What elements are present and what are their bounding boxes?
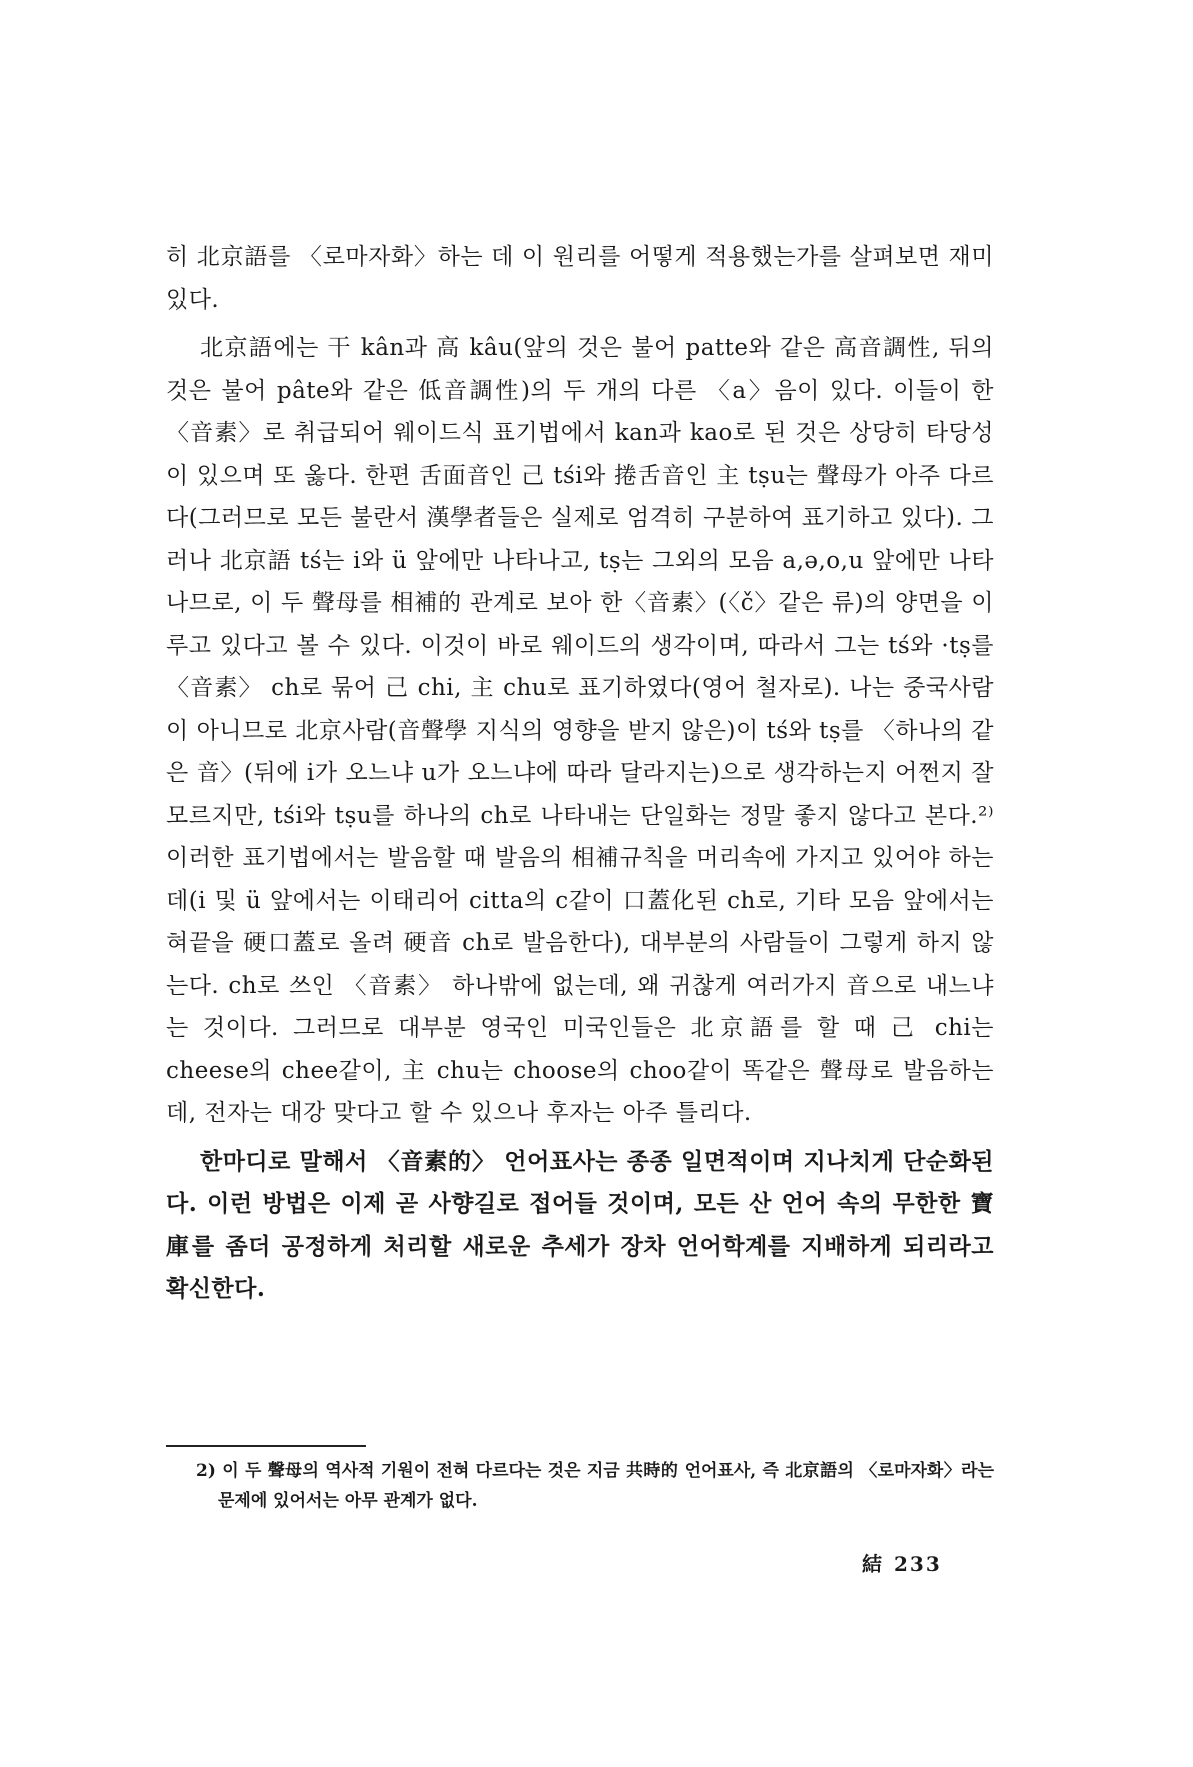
footnote-text: 이 두 聲母의 역사적 기원이 전혀 다르다는 것은 지금 共時的 언어표사, 즉 北京語의 〈로마자화〉라는 문제에 있어서는 아무 관계가 없다. xyxy=(218,1461,994,1511)
page-folio xyxy=(862,1548,952,1577)
page-number: 233 xyxy=(894,1552,942,1576)
section-label: 結 xyxy=(862,1552,884,1576)
footnote xyxy=(196,1456,994,1516)
body-text xyxy=(166,236,994,1311)
paragraph-2: 北京語에는 干 kân과 高 kâu(앞의 것은 불어 patte와 같은 高音調性, 뒤의 것은 불어 pâte와 같은 低音調性)의 두 개의 다른 〈a〉음이 있다. 이들이 한 〈音素〉로 취급되어 웨이드식 표기법에서 kan과 kao로 된 것은 상당히 타당성이 있으며 또 옳다. 한편 舌面音인 己 tśi와 捲舌音인 主 tṣu는 聲母가 아주 다르다(그러므로 모든 불란서 漢學者들은 실제로 엄격히 구분하여 표기하고 있다). 그러나 北京語 tś는 i와 ü 앞에만 나타나고, tṣ는 그외의 모음 a,ə,o,u 앞에만 나타나므로, 이 두 聲母를 相補的 관계로 보아 한〈音素〉(〈č〉같은 류)의 양면을 이루고 있다고 볼 수 있다. 이것이 바로 웨이드의 생각이며, 따라서 그는 tś와 ·tṣ를 〈音素〉 ch로 묶어 己 chi, 主 chu로 표기하였다(영어 철자로). 나는 중국사람이 아니므로 北京사람(音聲學 지식의 영향을 받지 않은)이 tś와 tṣ를 〈하나의 같은 音〉(뒤에 i가 오느냐 u가 오느냐에 따라 달라지는)으로 생각하는지 어쩐지 잘 모르지만, tśi와 tṣu를 하나의 ch로 나타내는 단일화는 정말 좋지 않다고 본다.²⁾ 이러한 표기법에서는 발음할 때 발음의 相補규칙을 머리속에 가지고 있어야 하는데(i 및 ü 앞에서는 이태리어 citta의 c같이 口蓋化된 ch로, 기타 모음 앞에서는 혀끝을 硬口蓋로 올려 硬音 ch로 발음한다), 대부분의 사람들이 그렇게 하지 않는다. ch로 쓰인 〈音素〉 하나밖에 없는데, 왜 귀찮게 여러가지 音으로 내느냐는 것이다. 그러므로 대부분 영국인 미국인들은 北京語를 할 때 己 chi는 cheese의 chee같이, 主 chu는 choose의 choo같이 똑같은 聲母로 발음하는데, 전자는 대강 맞다고 할 수 있으나 후자는 아주 틀리다. xyxy=(166,335,994,1126)
footnote-marker: 2) xyxy=(196,1461,216,1481)
footnote-divider xyxy=(166,1445,366,1447)
paragraph-3: 한마디로 말해서 〈音素的〉 언어표사는 종종 일면적이며 지나치게 단순화된다. 이런 방법은 이제 곧 사향길로 접어들 것이며, 모든 산 언어 속의 무한한 寶庫를 좀더 공정하게 처리할 새로운 추세가 장차 언어학계를 지배하게 되리라고 확신한다. xyxy=(166,1147,994,1302)
paragraph-1: 히 北京語를 〈로마자화〉하는 데 이 원리를 어떻게 적용했는가를 살펴보면 재미있다. xyxy=(166,244,994,313)
